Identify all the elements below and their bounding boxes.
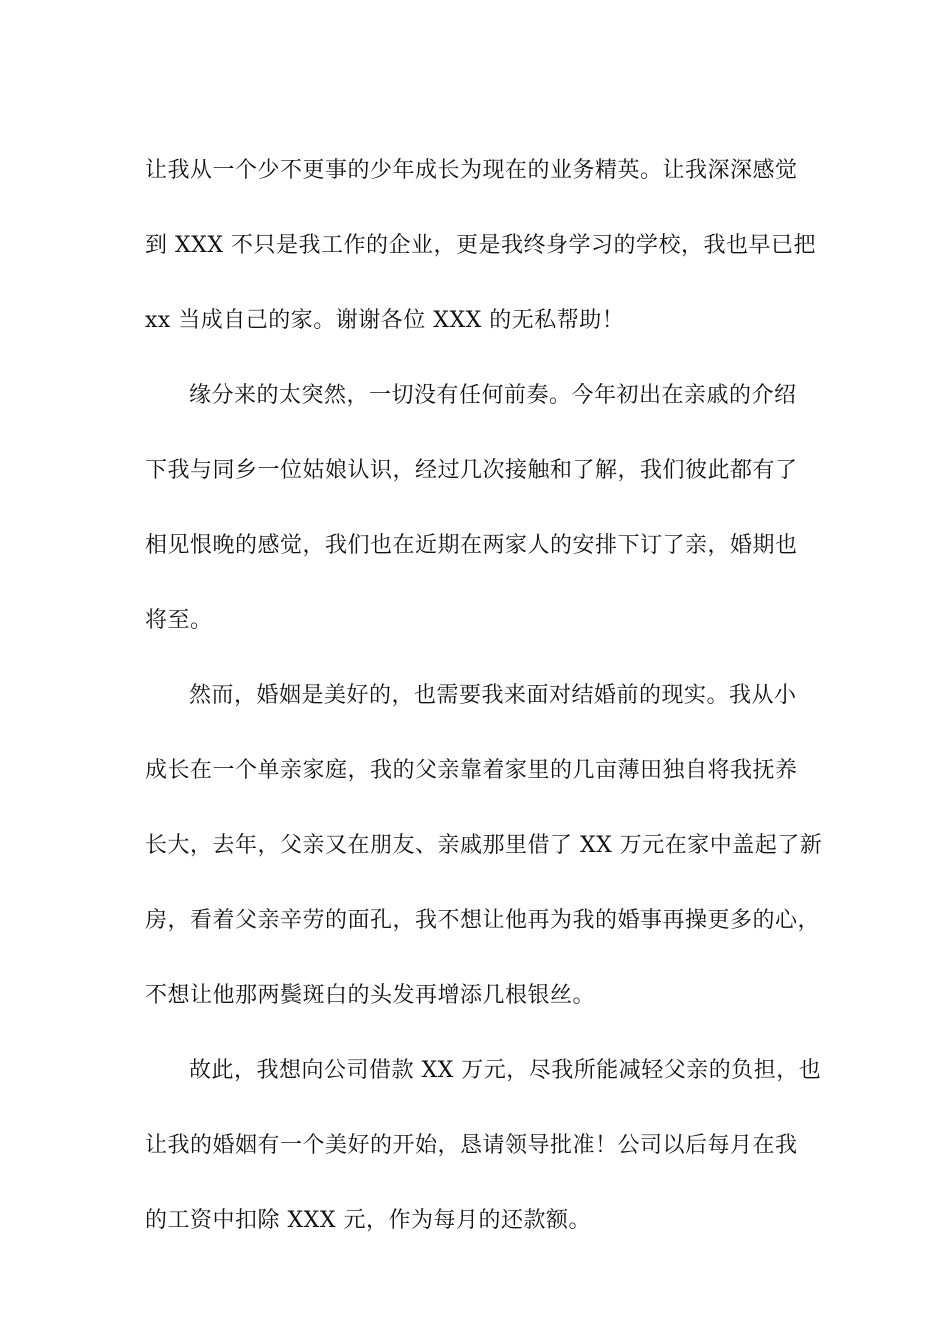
text-line: 长大，去年，父亲又在朋友、亲戚那里借了 XX 万元在家中盖起了新 bbox=[145, 833, 823, 858]
text-line: 房，看着父亲辛劳的面孔，我不想让他再为我的婚事再操更多的心， bbox=[145, 908, 821, 933]
text-line: 的工资中扣除 XXX 元，作为每月的还款额。 bbox=[145, 1208, 591, 1233]
text-line: 到 XXX 不只是我工作的企业，更是我终身学习的学校，我也早已把 bbox=[145, 233, 816, 258]
text-line: xx 当成自己的家。谢谢各位 XXX 的无私帮助！ bbox=[145, 308, 625, 333]
text-line: 相见恨晚的感觉，我们也在近期在两家人的安排下订了亲，婚期也 bbox=[145, 533, 798, 558]
text-line: 让我的婚姻有一个美好的开始，恳请领导批准！公司以后每月在我 bbox=[145, 1133, 798, 1158]
text-line: 成长在一个单亲家庭，我的父亲靠着家里的几亩薄田独自将我抚养 bbox=[145, 758, 798, 783]
document-body bbox=[145, 133, 835, 1258]
text-line: 让我从一个少不更事的少年成长为现在的业务精英。让我深深感觉 bbox=[145, 158, 798, 183]
paragraph-first-line: 然而，婚姻是美好的，也需要我来面对结婚前的现实。我从小 bbox=[189, 683, 797, 708]
paragraph-first-line: 故此，我想向公司借款 XX 万元，尽我所能减轻父亲的负担，也 bbox=[189, 1058, 822, 1083]
text-line: 下我与同乡一位姑娘认识，经过几次接触和了解，我们彼此都有了 bbox=[145, 458, 798, 483]
text-line: 将至。 bbox=[145, 608, 213, 633]
paragraph-first-line: 缘分来的太突然，一切没有任何前奏。今年初出在亲戚的介绍 bbox=[189, 383, 797, 408]
text-line: 不想让他那两鬓斑白的头发再增添几根银丝。 bbox=[145, 983, 596, 1008]
